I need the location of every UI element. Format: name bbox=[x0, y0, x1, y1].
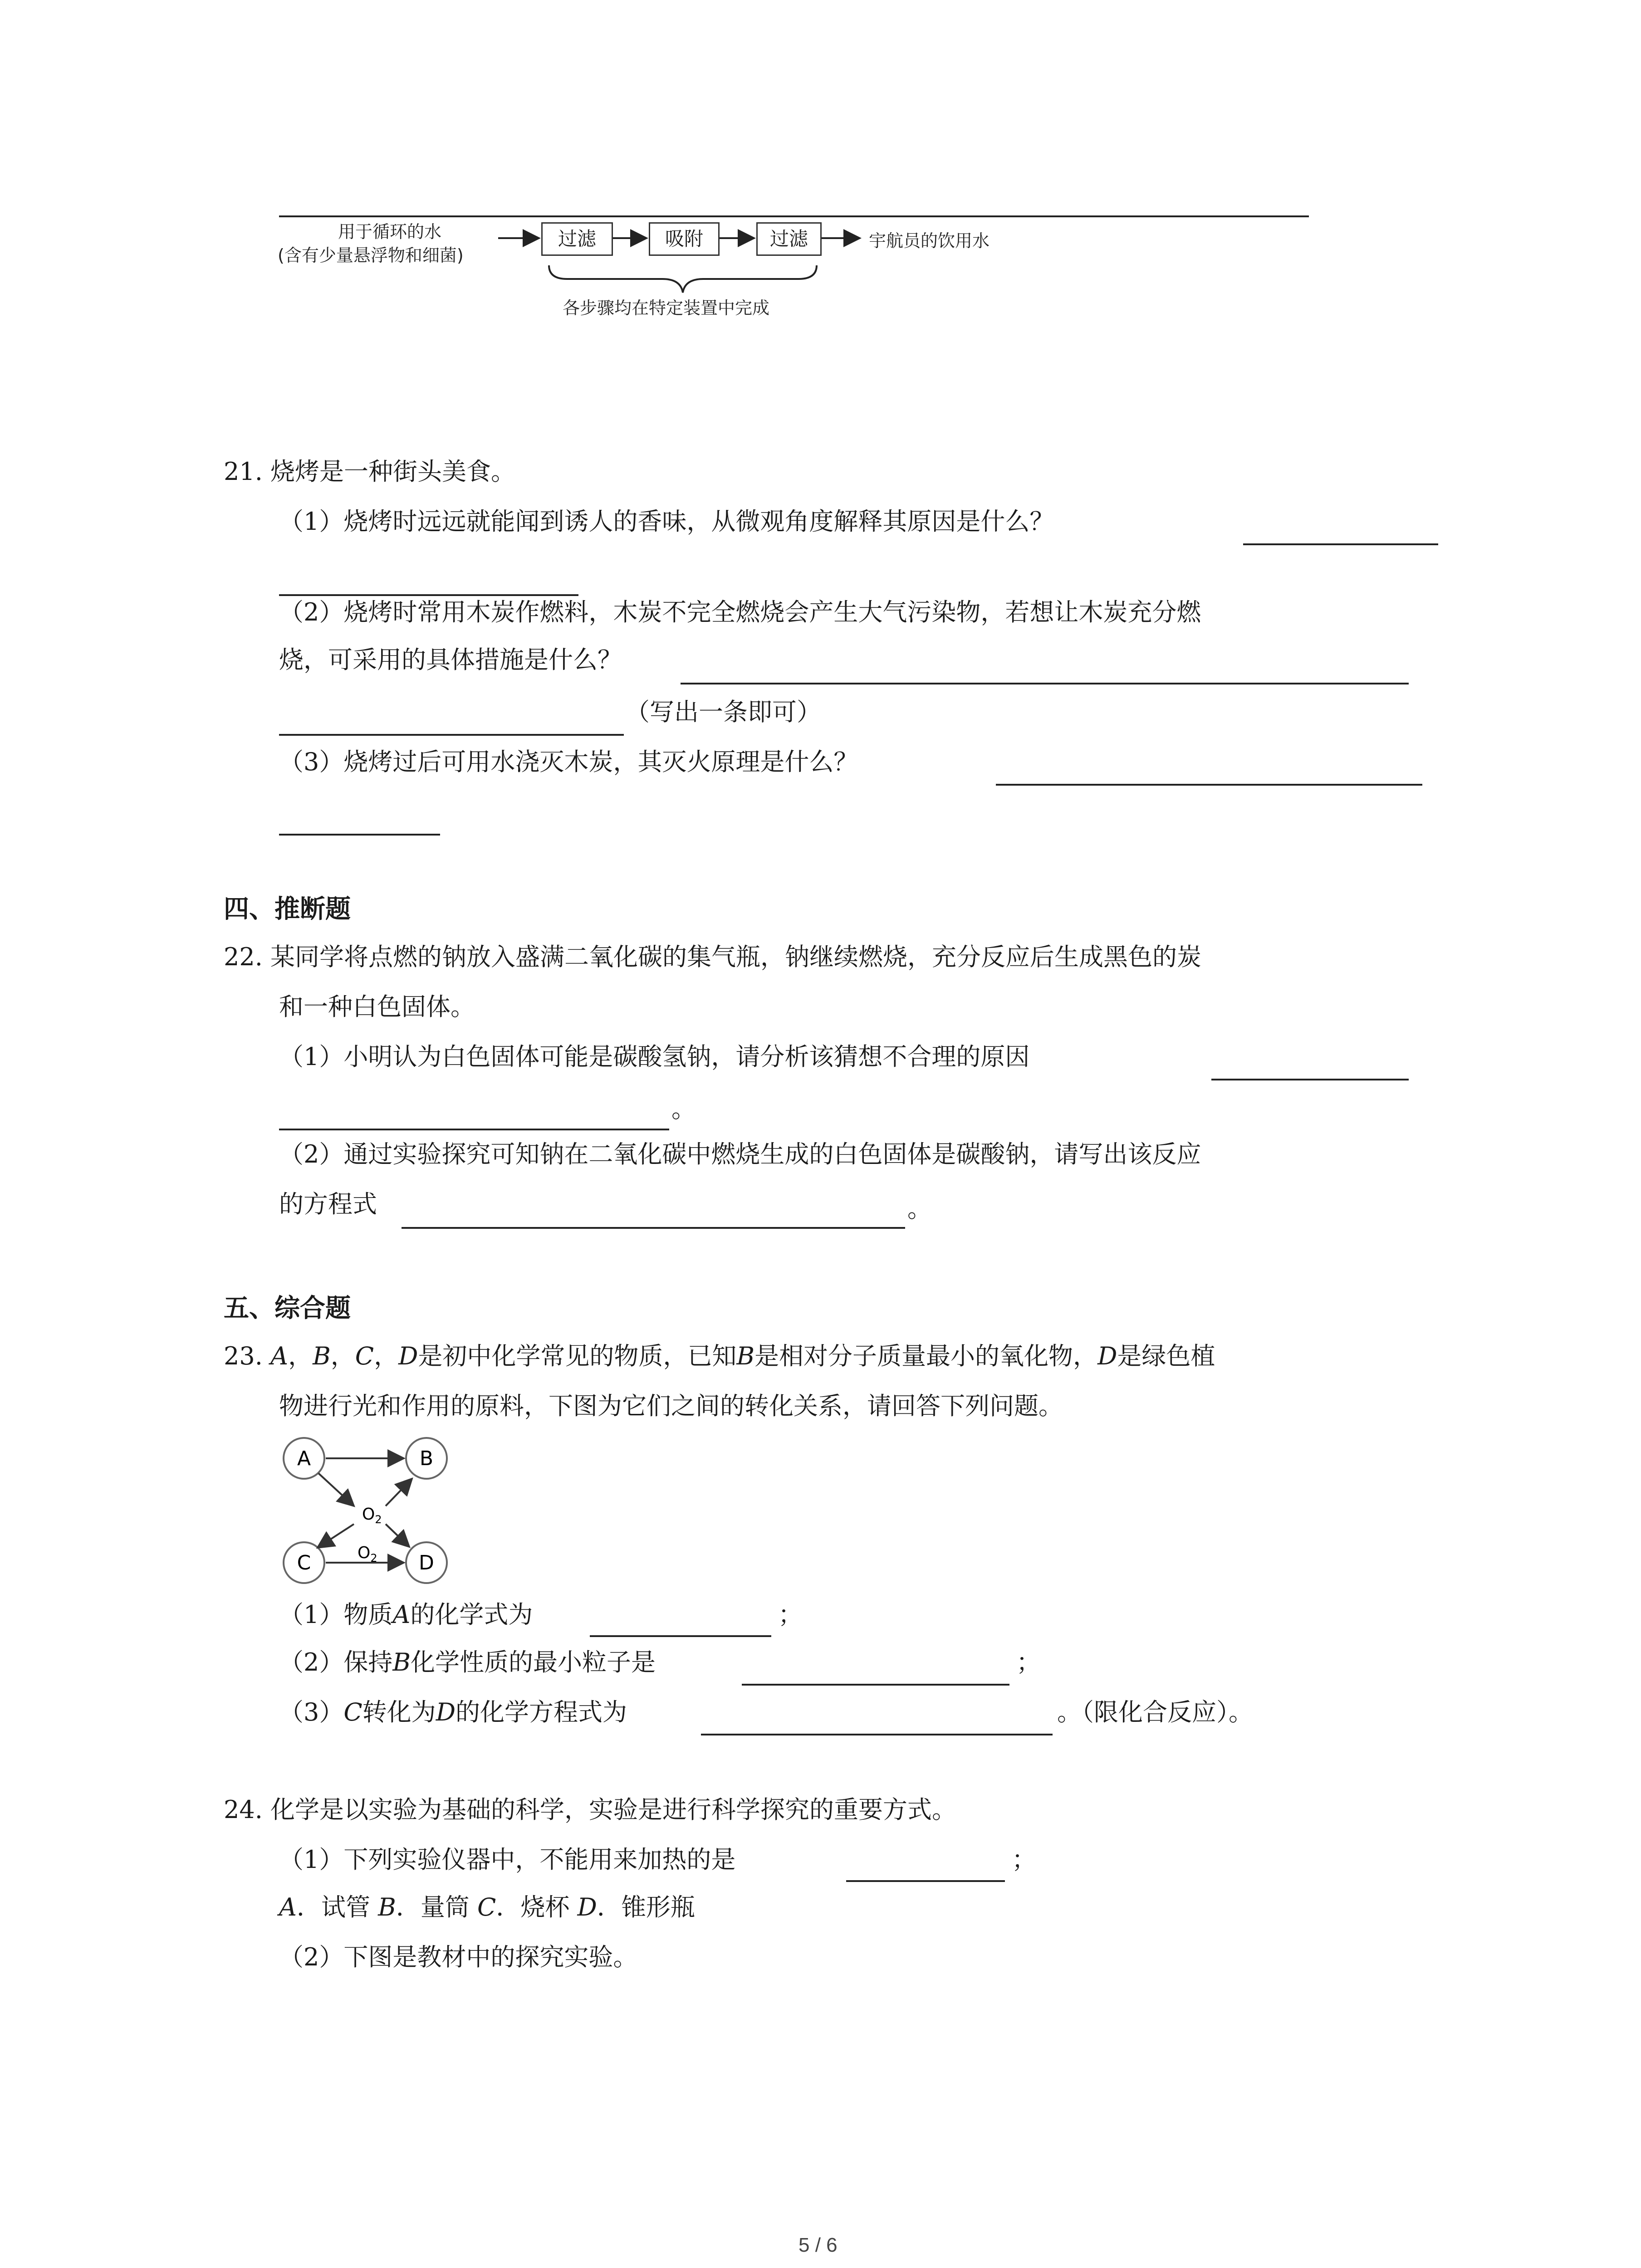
q23-var-d: D bbox=[1097, 1342, 1117, 1370]
q22-part2-line1: （2）通过实验探究可知钠在二氧化碳中燃烧生成的白色固体是碳酸钠，请写出该反应 bbox=[279, 1140, 1201, 1168]
option-a-letter: A bbox=[279, 1893, 297, 1921]
q22-stem-line1: 22. 某同学将点燃的钠放入盛满二氧化碳的集气瓶，钠继续燃烧，充分反应后生成黑色的炭 bbox=[224, 943, 1202, 971]
option-a-text: ．试管 bbox=[297, 1893, 370, 1921]
q22-part1: （1）小明认为白色固体可能是碳酸氢钠，请分析该猜想不合理的原因 bbox=[279, 1042, 1030, 1071]
q23-part2-text: （2）保持 bbox=[279, 1648, 393, 1677]
q21-stem: 21. 烧烤是一种街头美食。 bbox=[224, 457, 516, 486]
q22-stem-line2: 和一种白色固体。 bbox=[279, 992, 475, 1021]
flowchart-arrows bbox=[0, 0, 1641, 363]
section-4-title: 四、推断题 bbox=[224, 894, 351, 924]
q23-number: 23. bbox=[224, 1342, 263, 1370]
q23-part2-end: ； bbox=[1016, 1648, 1041, 1677]
q24-part2: （2）下图是教材中的探究实验。 bbox=[279, 1943, 638, 1971]
q22-answer1-blank-a[interactable] bbox=[1211, 1079, 1409, 1080]
page-number: 5 / 6 bbox=[798, 2234, 838, 2256]
q21-part2-line2: 烧，可采用的具体措施是什么？ bbox=[279, 645, 622, 674]
o2-mid-label: $O_2$ bbox=[362, 1505, 382, 1526]
q23-part3-text: 转化为 bbox=[362, 1698, 436, 1726]
q21-part2-line1: （2）烧烤时常用木炭作燃料，木炭不完全燃烧会产生大气污染物，若想让木炭充分燃 bbox=[279, 598, 1201, 626]
q21-answer2-blank-a[interactable] bbox=[681, 683, 1409, 684]
q23-answer3-blank[interactable] bbox=[701, 1734, 1053, 1735]
q23-transform-diagram bbox=[272, 1429, 463, 1592]
q23-part1-text: 的化学式为 bbox=[410, 1600, 533, 1629]
q23-part2-var: B bbox=[392, 1648, 411, 1677]
o2-bottom-label: $O_2$ bbox=[358, 1544, 377, 1564]
q24-part1: （1）下列实验仪器中，不能用来加热的是 bbox=[279, 1845, 736, 1874]
q23-var-b: B bbox=[313, 1342, 331, 1370]
option-c-text: ．烧杯 bbox=[496, 1893, 570, 1921]
q24-answer1-blank[interactable] bbox=[846, 1880, 1005, 1882]
q23-part2-text: 化学性质的最小粒子是 bbox=[411, 1648, 656, 1677]
q23-part3-text: 的化学方程式为 bbox=[455, 1698, 627, 1726]
q23-sep: ， bbox=[374, 1342, 399, 1370]
q21-answer3-blank-b[interactable] bbox=[279, 834, 440, 836]
q23-var-d: D bbox=[398, 1342, 418, 1370]
q22-answer2-blank[interactable] bbox=[402, 1227, 905, 1229]
q21-part3: （3）烧烤过后可用水浇灭木炭，其灭火原理是什么？ bbox=[279, 748, 858, 776]
q21-answer1-blank-a[interactable] bbox=[1243, 543, 1438, 545]
q23-text: 是相对分子质量最小的氧化物， bbox=[754, 1342, 1098, 1370]
q22-part1-end: 。 bbox=[671, 1095, 696, 1123]
q21-answer2-blank-b[interactable] bbox=[279, 734, 624, 736]
q23-part1-text: （1）物质 bbox=[279, 1600, 393, 1629]
q21-part1: （1）烧烤时远远就能闻到诱人的香味，从微观角度解释其原因是什么？ bbox=[279, 507, 1054, 536]
q23-part3-end: 。（限化合反应）。 bbox=[1057, 1698, 1253, 1726]
q21-part2-hint: （写出一条即可） bbox=[625, 698, 821, 726]
q22-part2-line2: 的方程式 bbox=[279, 1190, 377, 1218]
q23-stem-line2: 物进行光和作用的原料，下图为它们之间的转化关系，请回答下列问题。 bbox=[279, 1392, 1063, 1420]
q23-text: 是绿色植 bbox=[1117, 1342, 1215, 1370]
flowchart-output: 宇航员的饮用水 bbox=[869, 231, 990, 251]
option-d-letter: D bbox=[577, 1893, 597, 1921]
section-5-title: 五、综合题 bbox=[224, 1293, 351, 1323]
option-d-text: ．锥形瓶 bbox=[597, 1893, 695, 1921]
q21-answer1-blank-b[interactable] bbox=[279, 594, 578, 596]
q23-var-c: C bbox=[355, 1342, 374, 1370]
flowchart-input-line2: (含有少量悬浮物和细菌) bbox=[278, 245, 464, 265]
node-c-label: C bbox=[297, 1551, 311, 1574]
q24-stem: 24. 化学是以实验为基础的科学，实验是进行科学探究的重要方式。 bbox=[224, 1795, 957, 1824]
q23-part1-var: A bbox=[392, 1600, 411, 1629]
q23-sep: ， bbox=[330, 1342, 355, 1370]
q22-part2-end: 。 bbox=[907, 1194, 932, 1223]
q23-sep: ， bbox=[288, 1342, 313, 1370]
q24-options bbox=[279, 1892, 695, 1923]
flowchart-brace-note: 各步骤均在特定装置中完成 bbox=[563, 298, 770, 318]
q23-answer2-blank[interactable] bbox=[742, 1684, 1009, 1686]
option-b-text: ．量筒 bbox=[396, 1893, 470, 1921]
q23-answer1-blank[interactable] bbox=[590, 1635, 771, 1637]
q23-part1 bbox=[279, 1599, 533, 1631]
q23-part3-text: （3） bbox=[279, 1698, 344, 1726]
option-b-letter: B bbox=[378, 1893, 396, 1921]
q23-var-a: A bbox=[270, 1342, 289, 1370]
q23-text: 是初中化学常见的物质，已知 bbox=[418, 1342, 737, 1370]
q23-stem-line1 bbox=[224, 1340, 1215, 1372]
flowchart-step-filter-1: 过滤 bbox=[541, 222, 613, 256]
flowchart-step-adsorb: 吸附 bbox=[649, 222, 720, 256]
q23-part3-var-d: D bbox=[436, 1698, 456, 1726]
q23-part3 bbox=[279, 1696, 627, 1728]
option-c-letter: C bbox=[477, 1893, 496, 1921]
flowchart-input-line1: 用于循环的水 bbox=[338, 222, 442, 242]
q21-answer3-blank-a[interactable] bbox=[996, 784, 1422, 786]
q23-var-b: B bbox=[736, 1342, 755, 1370]
node-d-label: D bbox=[419, 1551, 434, 1574]
q22-answer1-blank-b[interactable] bbox=[279, 1129, 669, 1130]
q24-part1-end: ； bbox=[1012, 1845, 1036, 1874]
q23-part3-var-c: C bbox=[343, 1698, 362, 1726]
q23-part2 bbox=[279, 1647, 656, 1678]
q23-part1-end: ； bbox=[778, 1600, 803, 1629]
node-a-label: A bbox=[297, 1447, 311, 1470]
node-b-label: B bbox=[419, 1447, 434, 1470]
flowchart-step-filter-2: 过滤 bbox=[756, 222, 822, 256]
